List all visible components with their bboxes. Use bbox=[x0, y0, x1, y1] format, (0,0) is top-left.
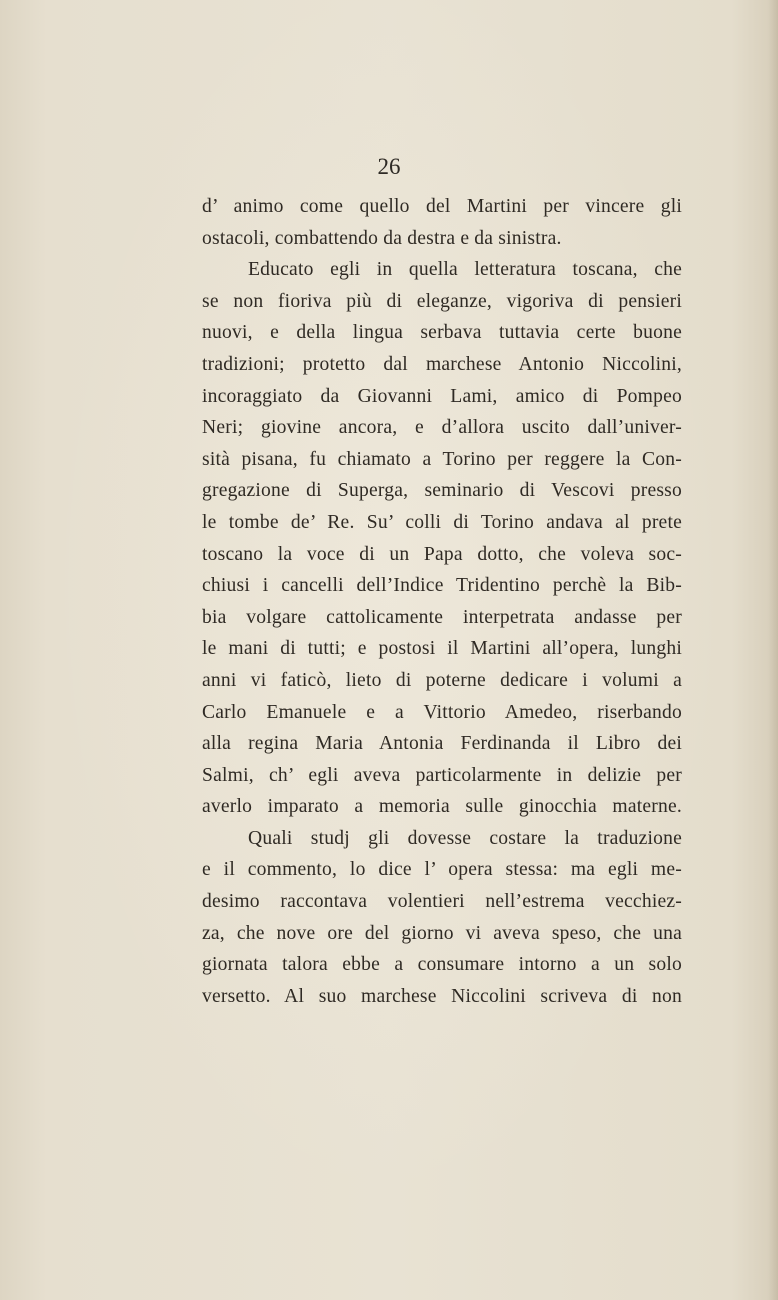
text-line: giornata talora ebbe a consumare intorno a un solo bbox=[202, 954, 682, 976]
text-line: za, che nove ore del giorno vi aveva speso, che una bbox=[202, 922, 682, 944]
text-line: ostacoli, combattendo da destra e da sinistra. bbox=[202, 227, 562, 249]
text-line: sità pisana, fu chiamato a Torino per reggere la Con- bbox=[202, 448, 682, 470]
text-line: averlo imparato a memoria sulle ginocchia materne. bbox=[202, 796, 682, 818]
text-line: se non fioriva più di eleganze, vigoriva di pensieri bbox=[202, 290, 682, 312]
text-line: incoraggiato da Giovanni Lami, amico di Pompeo bbox=[202, 385, 682, 407]
text-line: gregazione di Superga, seminario di Vescovi presso bbox=[202, 480, 682, 502]
page-edge-shadow bbox=[768, 0, 778, 1300]
text-line: versetto. Al suo marchese Niccolini scriveva di non bbox=[202, 985, 682, 1007]
text-line: nuovi, e della lingua serbava tuttavia certe buone bbox=[202, 322, 682, 344]
text-line: desimo raccontava volentieri nell’estrema vecchiez- bbox=[202, 891, 682, 913]
text-line: Quali studj gli dovesse costare la traduzione bbox=[248, 827, 682, 849]
text-line: Neri; giovine ancora, e d’allora uscito dall’univer- bbox=[202, 417, 682, 439]
text-line: d’ animo come quello del Martini per vincere gli bbox=[202, 196, 682, 217]
text-line: alla regina Maria Antonia Ferdinanda il Libro dei bbox=[202, 733, 682, 755]
body-text bbox=[202, 191, 682, 1012]
text-line: Carlo Emanuele e a Vittorio Amedeo, riserbando bbox=[202, 701, 682, 723]
text-line: le mani di tutti; e postosi il Martini all’opera, lunghi bbox=[202, 638, 682, 660]
text-line: tradizioni; protetto dal marchese Antonio Niccolini, bbox=[202, 353, 682, 375]
text-line: e il commento, lo dice l’ opera stessa: ma egli me- bbox=[202, 859, 682, 881]
text-line: Salmi, ch’ egli aveva particolarmente in delizie per bbox=[202, 764, 682, 786]
text-line: anni vi faticò, lieto di poterne dedicare i volumi a bbox=[202, 669, 682, 691]
text-line: le tombe de’ Re. Su’ colli di Torino andava al prete bbox=[202, 511, 682, 533]
text-line: Educato egli in quella letteratura toscana, che bbox=[248, 259, 682, 281]
text-line: bia volgare cattolicamente interpetrata andasse per bbox=[202, 606, 682, 628]
text-line: chiusi i cancelli dell’Indice Tridentino perchè la Bib- bbox=[202, 575, 682, 597]
page-number: 26 bbox=[377, 154, 401, 179]
text-line: toscano la voce di un Papa dotto, che voleva soc- bbox=[202, 543, 682, 565]
